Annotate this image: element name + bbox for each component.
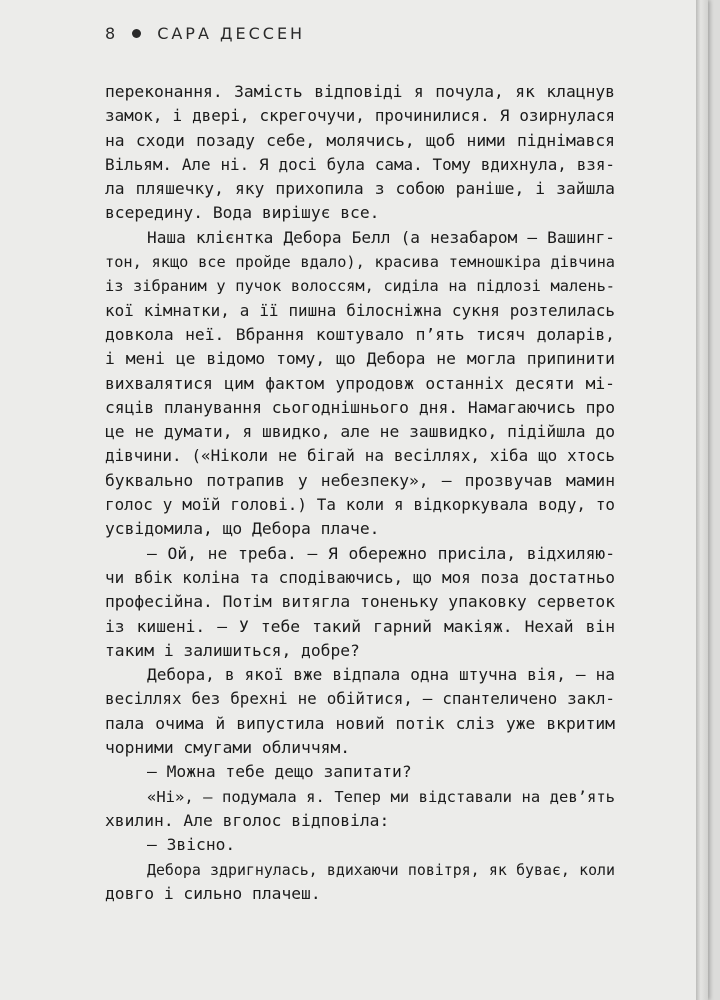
text-line: — Звісно. (147, 835, 236, 855)
text-line: на сходи позаду себе, молячись, щоб ними піднімався (105, 130, 615, 150)
text-line: і мені це відомо тому, що Дебора не могла припинити (105, 349, 615, 369)
text-line: переконання. Замість відповіді я почула, як клацнув (105, 82, 615, 101)
text-line: чи вбік коліна та сподіваючись, що моя поза достатньо (105, 567, 615, 587)
text-line: весіллях без брехні не обійтися, — спантеличено закл- (105, 689, 615, 709)
text-line: буквально потрапив у небезпеку», — прозвучав мамин (105, 470, 615, 490)
text-line: кої кімнатки, а її пишна білосніжна сукня розтелилась (105, 300, 615, 320)
text-line: із кишені. — У тебе такий гарний макіяж. Нехай він (105, 616, 615, 636)
text-line: сяців планування сьогоднішнього дня. Намагаючись про (105, 397, 615, 417)
text-line: вихвалятися цим фактом упродовж останніх десяти мі- (105, 373, 615, 393)
author-name: САРА ДЕССЕН (157, 24, 306, 43)
page-number: 8 (105, 24, 119, 43)
text-line: пала очима й випустила новий потік сліз уже вкритим (105, 713, 615, 733)
text-line: усвідомила, що Дебора плаче. (105, 519, 380, 539)
text-line: Вільям. Але ні. Я досі була сама. Тому вдихнула, взя- (105, 154, 615, 174)
text-line: довго і сильно плачеш. (105, 883, 321, 903)
text-line: Дебора здригнулась, вдихаючи повітря, як буває, коли (147, 860, 615, 879)
body-text (105, 80, 615, 906)
text-line: Наша клієнтка Дебора Белл (а незабаром — Вашинг- (147, 227, 615, 247)
text-line: із зібраним у пучок волоссям, сиділа на підлозі малень- (105, 277, 615, 296)
bullet-separator (132, 29, 141, 38)
text-line: Дебора, в якої вже відпала одна штучна вія, — на (147, 665, 615, 685)
text-line: хвилин. Але вголос відповіла: (105, 810, 390, 830)
text-line: чорними смугами обличчям. (105, 738, 351, 758)
text-line: замок, і двері, скрегочучи, прочинилися. Я озирнулася (105, 106, 615, 126)
text-line: всередину. Вода вирішує все. (105, 203, 380, 223)
text-line: дівчини. («Ніколи не бігай на весіллях, хіба що хтось (105, 446, 615, 466)
text-line: — Можна тебе дещо запитати? (147, 762, 412, 782)
text-line: «Ні», — подумала я. Тепер ми відставали на дев’ять (147, 787, 615, 806)
text-line: ла пляшечку, яку прихопила з собою раніше, і зайшла (105, 179, 615, 199)
text-line: тон, якщо все пройде вдало), красива темношкіра дівчина (105, 253, 615, 272)
text-line: довкола неї. Вбрання коштувало п’ять тисяч доларів, (105, 324, 615, 344)
text-line: голос у моїй голові.) Та коли я відкоркувала воду, то (105, 495, 615, 515)
page-edge (696, 0, 708, 1000)
text-line: професійна. Потім витягла тоненьку упаковку серветок (105, 592, 615, 612)
text-line: це не думати, я швидко, але не зашвидко, підійшла до (105, 422, 615, 442)
text-line: таким і залишиться, добре? (105, 640, 360, 660)
running-header (105, 24, 305, 43)
text-line: — Ой, не треба. — Я обережно присіла, відхиляю- (147, 543, 615, 563)
